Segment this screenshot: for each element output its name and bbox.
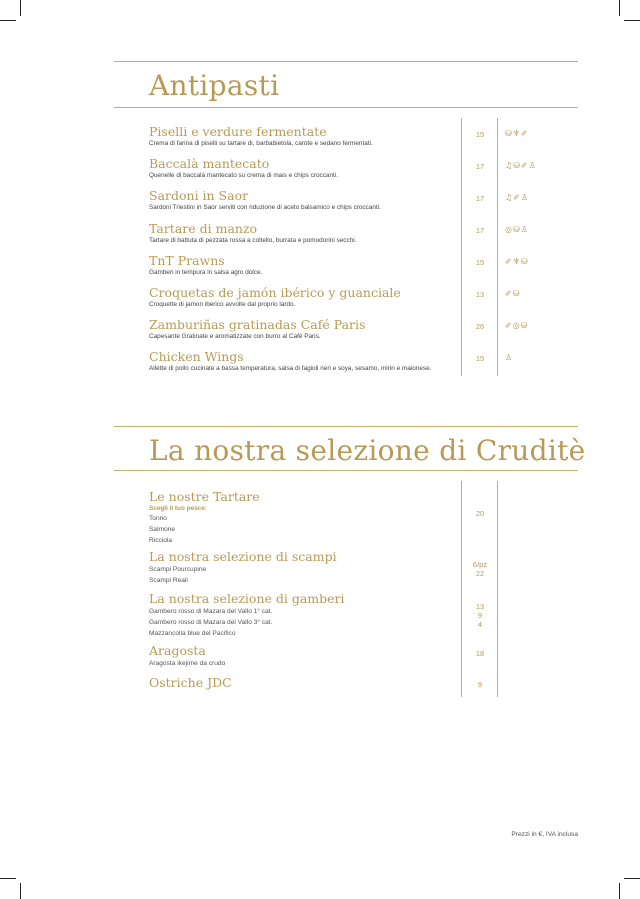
menu-item-price: 17 xyxy=(475,194,485,203)
menu-item-price: 13 xyxy=(475,602,485,611)
allergen-icons: ♙ xyxy=(505,353,514,362)
crudite-price-divider-left xyxy=(461,481,462,697)
menu-item-price: 17 xyxy=(475,162,485,171)
menu-item-option: Tonno xyxy=(149,515,167,522)
allergen-icons: ♫⛁✐♙ xyxy=(505,161,537,170)
menu-item-price: 18 xyxy=(475,649,485,658)
menu-item-option: Gambero rosso di Mazara del Vallo 1° cat. xyxy=(149,608,273,615)
menu-item-price: 9 xyxy=(477,611,483,620)
menu-item-description: Tartare di battuta di pezzata rossa a coltello, burrata e pomodorini secchi. xyxy=(149,237,357,244)
crop-mark-tl-h xyxy=(0,20,16,21)
crudite-title: La nostra selezione di Cruditè xyxy=(149,434,586,467)
antipasti-price-divider-right xyxy=(497,118,498,376)
menu-item-name: Aragosta xyxy=(149,643,206,658)
allergen-icons: ✐⛁ xyxy=(505,289,521,298)
crop-mark-bl-v xyxy=(20,883,21,899)
menu-item-price: 22 xyxy=(475,569,485,578)
menu-item-price: 4 xyxy=(477,620,483,629)
menu-item xyxy=(149,349,459,373)
menu-item-option: Scampi Reali xyxy=(149,577,188,584)
menu-item-option: Mazzancolla blue del Pacifico xyxy=(149,630,236,637)
menu-item-name: Zamburiñas gratinadas Café Paris xyxy=(149,317,366,332)
menu-item-name: Chicken Wings xyxy=(149,349,244,364)
menu-item-name: La nostra selezione di scampi xyxy=(149,549,337,564)
menu-item-option: Salmone xyxy=(149,526,176,533)
menu-item-description: Gamberi in tempura in salsa agro dolce. xyxy=(149,269,263,276)
menu-item-price: 15 xyxy=(475,130,485,139)
menu-item-description: Capesante Gratinate e aromatizzate con burro al Café Paris. xyxy=(149,333,321,340)
menu-item xyxy=(149,221,459,245)
crudite-price-divider-right xyxy=(497,481,498,697)
menu-item-description: Crema di farina di piselli su tartare di, barbabietola, carote e sedano fermentati. xyxy=(149,140,373,147)
antipasti-bottom-rule xyxy=(114,107,578,108)
menu-item-subtitle: Scegli il tuo pesce: xyxy=(149,505,207,512)
price-note: Prezzi in €, IVA inclusa xyxy=(511,831,578,838)
menu-item-option: Aragosta ikejime da crudo xyxy=(149,660,226,667)
menu-item-name: Tartare di manzo xyxy=(149,221,258,236)
menu-item-name: TnT Prawns xyxy=(149,253,225,268)
menu-item-price: 13 xyxy=(475,290,485,299)
crop-mark-br-v xyxy=(619,883,620,899)
menu-item-option: Scampi Pourcupine xyxy=(149,566,207,573)
crop-mark-bl-h xyxy=(0,878,16,879)
crop-mark-tl-v xyxy=(20,0,21,16)
menu-item xyxy=(149,124,459,148)
antipasti-title: Antipasti xyxy=(149,69,280,102)
menu-item-description: Quenelle di baccalà mantecato su crema di mais e chips croccanti. xyxy=(149,172,338,179)
menu-item-price: 15 xyxy=(475,354,485,363)
allergen-icons: ✐◎⛁ xyxy=(505,321,529,330)
menu-item-price: 6/pz xyxy=(472,560,488,569)
menu-item xyxy=(149,285,459,309)
crudite-top-rule xyxy=(114,426,578,427)
menu-item xyxy=(149,643,459,669)
crop-mark-br-h xyxy=(624,878,640,879)
menu-item-name: Ostriche JDC xyxy=(149,675,232,690)
menu-item-description: Croquette di jamon iberico avvolte dal proprio lardo. xyxy=(149,301,296,308)
menu-item xyxy=(149,188,459,212)
allergen-icons: ♫✐♙ xyxy=(505,193,530,202)
allergen-icons: ✐♆⛁ xyxy=(505,257,529,266)
menu-item-name: Sardoni in Saor xyxy=(149,188,249,203)
allergen-icons: ◎⛁♙ xyxy=(505,225,529,234)
menu-item-price: 15 xyxy=(475,258,485,267)
crop-mark-tr-v xyxy=(619,0,620,16)
menu-item xyxy=(149,591,459,639)
menu-item-option: Ricciola xyxy=(149,537,173,544)
menu-item xyxy=(149,489,459,546)
menu-item-name: Le nostre Tartare xyxy=(149,489,260,504)
menu-item-option: Gambero rosso di Mazara del Vallo 3° cat. xyxy=(149,619,273,626)
menu-item xyxy=(149,549,459,586)
menu-item-name: Piselli e verdure fermentate xyxy=(149,124,327,139)
crop-mark-tr-h xyxy=(624,20,640,21)
menu-item xyxy=(149,156,459,180)
menu-item-name: Baccalà mantecato xyxy=(149,156,270,171)
menu-item-description: Allette di pollo cucinate a bassa temperatura, salsa di fagioli neri e soya, sesamo, mirin e maionese. xyxy=(149,365,432,372)
antipasti-top-rule xyxy=(114,61,578,62)
menu-item-name: Croquetas de jamón ibérico y guanciale xyxy=(149,285,401,300)
menu-item xyxy=(149,675,459,690)
menu-item-name: La nostra selezione di gamberi xyxy=(149,591,345,606)
menu-item-price: 20 xyxy=(475,509,485,518)
menu-item-price: 26 xyxy=(475,322,485,331)
allergen-icons: ⛁♆✐ xyxy=(505,129,529,138)
menu-item-price: 17 xyxy=(475,226,485,235)
antipasti-price-divider-left xyxy=(461,118,462,376)
menu-item xyxy=(149,317,459,341)
menu-item-description: Sardoni Triestini in Saor serviti con riduzione di aceto balsamico e chips croccanti. xyxy=(149,204,381,211)
crudite-bottom-rule xyxy=(114,470,578,471)
menu-item xyxy=(149,253,459,277)
menu-item-price: 9 xyxy=(477,680,483,689)
